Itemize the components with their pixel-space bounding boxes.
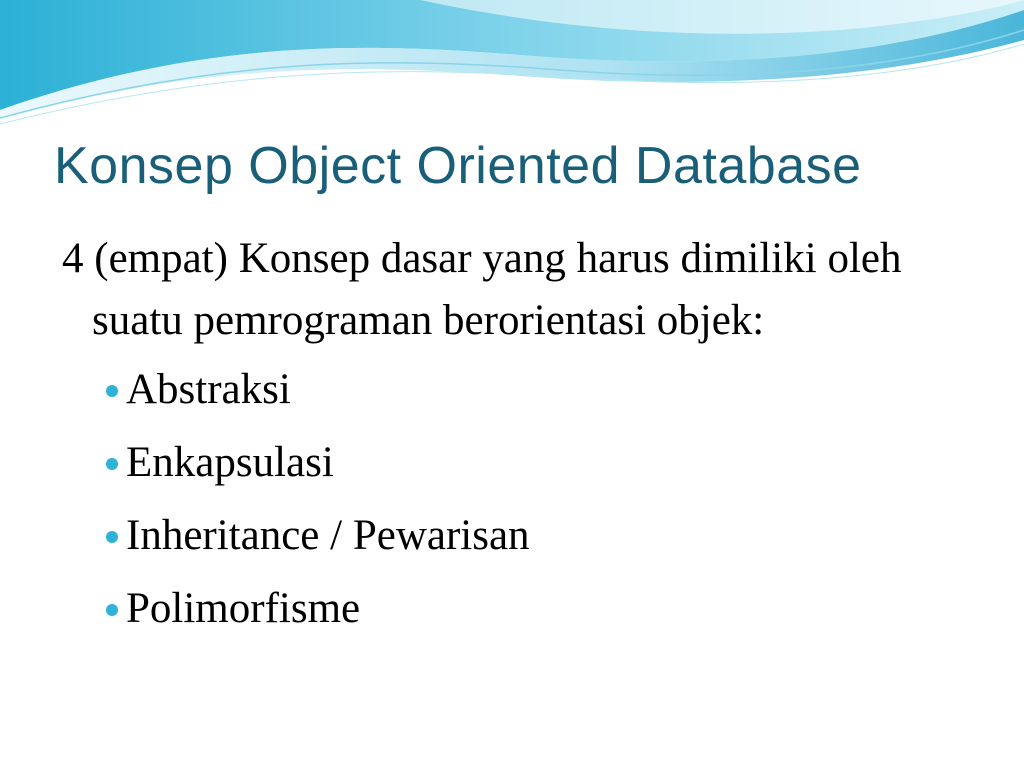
list-item [106,579,962,639]
bullet-dot-icon [106,458,118,470]
list-item [106,506,962,566]
bullet-text: Inheritance / Pewarisan [126,512,530,559]
bullet-text: Abstraksi [126,366,291,413]
bullet-list [62,360,962,639]
intro-text: 4 (empat) Konsep dasar yang harus dimiliki oleh suatu pemrograman berorientasi objek: [62,235,902,344]
bullet-dot-icon [106,604,118,616]
bullet-text: Enkapsulasi [126,439,334,486]
bullet-dot-icon [106,385,118,397]
slide-title: Konsep Object Oriented Database [54,137,862,195]
list-item [106,360,962,420]
list-item [106,433,962,493]
header-wave-decoration [0,0,1024,130]
bullet-dot-icon [106,531,118,543]
slide-body [62,228,962,652]
bullet-text: Polimorfisme [126,585,361,632]
